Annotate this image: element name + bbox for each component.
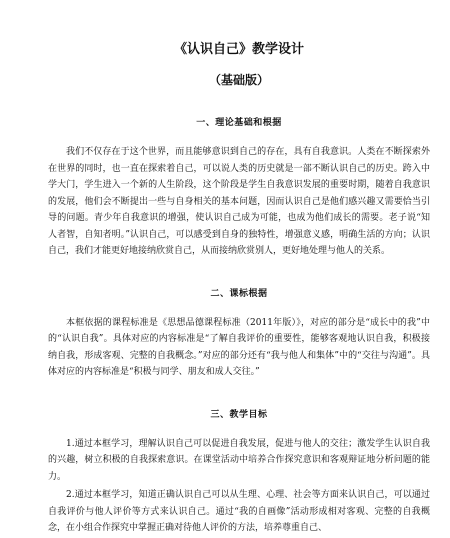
- section-1-paragraph-1: 我们不仅存在于这个世界，而且能够意识到自己的存在，具有自我意识。人类在不断探索外在世界的同时，也一直在探索着自己，可以说人类的历史就是一部不断认识自己的历史。跨入中学大门，学生进入一个新的人生阶段，这个阶段是学生自我意识发展的重要时期，随着自我意识的发展，他们会不断提出一些与自身相关的基本问题，因而认识自己是他们感兴趣又需要恰当引导的问题。青少年自我意识的增强，使认识自己成为可能，也成为他们成长的需要。老子说“知人者智，自知者明。”认识自己，可以感受到自身的独特性，增强意义感，明确生活的方向；认识自己，我们才能更好地接纳欣赏自己，从而接纳欣赏别人，更好地处理与他人的关系。: [48, 147, 430, 256]
- section-2-paragraph-1: 本框依据的课程标准是《思想品德课程标准（2011年版）》，对应的部分是“成长中的我”中的“认识自我”。具体对应的内容标准是“了解自我评价的重要性，能够客观地认识自我，积极接纳自我，形成客观、完整的自我概念。”对应的部分还有“我与他人和集体”中的“交往与沟通”。具体对应的内容标准是“积极与同学、朋友和成人交往。”: [48, 317, 430, 377]
- document-title: 《认识自己》教学设计: [173, 42, 304, 57]
- document-subtitle: （基础版）: [208, 73, 269, 87]
- section-3-paragraph-1: 1.通过本框学习，理解认识自己可以促进自我发展，促进与他人的交往；激发学生认识自我的兴趣，树立积极的自我探索意识。在课堂活动中培养合作探究意识和客观辩证地分析问题的能力。: [48, 438, 430, 482]
- section-3-paragraph-2: 2.通过本框学习，知道正确认识自己可以从生理、心理、社会等方面来认识自己，可以通过自我评价与他人评价等方式来认识自己。通过“我的自画像”活动形成相对客观、完整的自我概念，在小组合作探究中掌握正确对待他人评价的方法，培养尊重自己、: [48, 490, 430, 533]
- section-heading-2: 二、课标根据: [210, 288, 268, 299]
- section-heading-3: 三、教学目标: [210, 409, 268, 420]
- section-heading-1: 一、理论基础和根据: [196, 118, 282, 128]
